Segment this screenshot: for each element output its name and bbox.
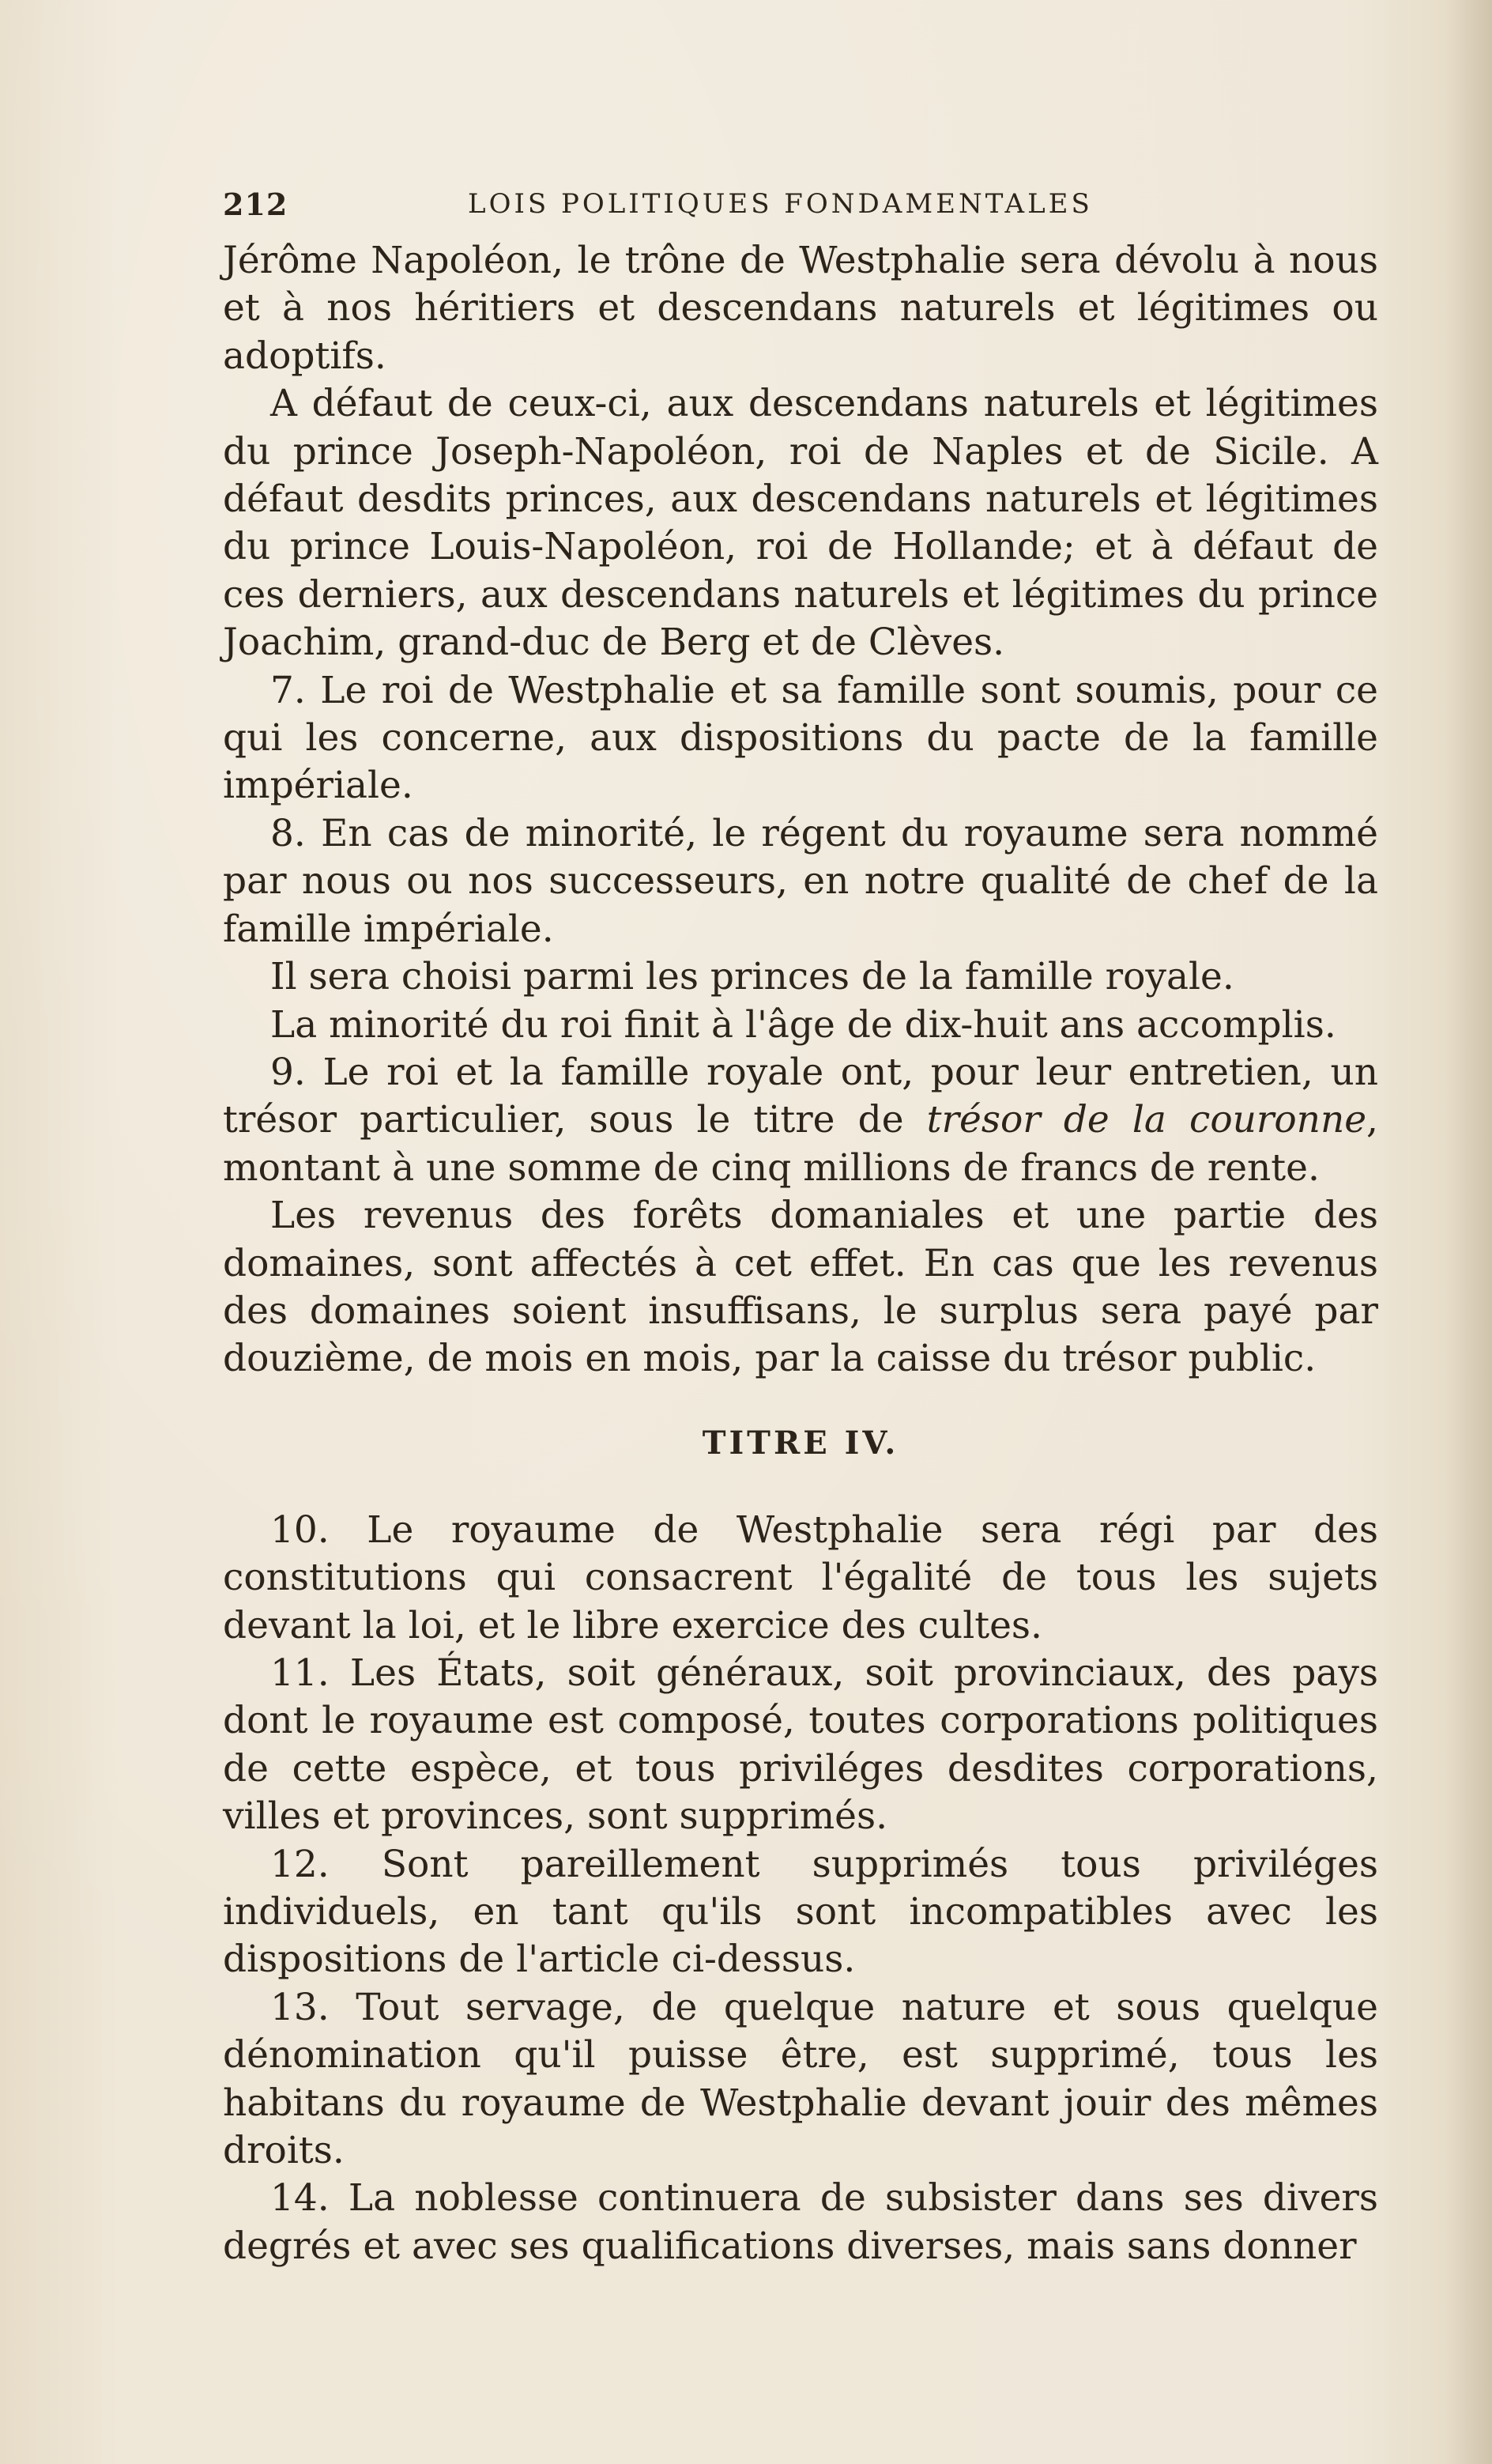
section-title: TITRE IV. <box>702 1424 899 1462</box>
paragraph-article-13: 13. Tout servage, de quelque nature et sous quelque dénomination qu'il puisse être, est supprimé, tous les habitans du royaume de Westphalie devant jouir des mêmes droits. <box>223 1985 1378 2173</box>
paragraph-article-9 <box>223 1049 1378 1192</box>
paragraph: Les revenus des forêts domaniales et une partie des domaines, sont affectés à cet effet. En cas que les revenus des domaines soient insuffisans, le surplus sera payé par douzième, de mois en mois, par la caisse du trésor public. <box>223 1194 1378 1381</box>
paragraph-article-11: 11. Les États, soit généraux, soit provinciaux, des pays dont le royaume est composé, toutes corporations politiques de cette espèce, et tous priviléges desdites corporations, villes et provinces, sont supprimés. <box>223 1651 1378 1839</box>
page-edge-shadow <box>1445 0 1492 2464</box>
paragraph-article-8: 8. En cas de minorité, le régent du royaume sera nommé par nous ou nos successeurs, en notre qualité de chef de la famille impériale. <box>223 811 1378 951</box>
body-text <box>223 237 1378 2270</box>
italic-term: trésor de la couronne <box>926 1098 1367 1142</box>
paragraph-text: , montant à une somme de cinq millions de francs de rente. <box>223 1098 1378 1190</box>
paragraph-article-7: 7. Le roi de Westphalie et sa famille sont soumis, pour ce qui les concerne, aux dispositions du pacte de la famille impériale. <box>223 668 1378 808</box>
paragraph-article-12: 12. Sont pareillement supprimés tous priviléges individuels, en tant qu'ils sont incompatibles avec les dispositions de l'article ci-dessus. <box>223 1842 1378 1982</box>
page-number: 212 <box>223 187 288 222</box>
running-title: LOIS POLITIQUES FONDAMENTALES <box>468 188 1093 220</box>
paragraph-text: 9. Le roi et la famille royale ont, pour leur entretien, un trésor particulier, sous le titre de <box>223 1050 1378 1142</box>
paragraph: A défaut de ceux-ci, aux descendans naturels et légitimes du prince Joseph-Napoléon, roi de Naples et de Sicile. A défaut desdits princes, aux descendans naturels et légitimes du prince Louis-Napoléon, roi de Hollande; et à défaut de ces derniers, aux descendans naturels et légitimes du prince Joachim, grand-duc de Berg et de Clèves. <box>223 382 1378 665</box>
paragraph: Jérôme Napoléon, le trône de Westphalie sera dévolu à nous et à nos héritiers et descendans naturels et légitimes ou adoptifs. <box>223 239 1378 378</box>
paragraph-article-10: 10. Le royaume de Westphalie sera régi par des constitutions qui consacrent l'égalité de tous les sujets devant la loi, et le libre exercice des cultes. <box>223 1507 1378 1647</box>
paragraph-article-14: 14. La noblesse continuera de subsister dans ses divers degrés et avec ses qualifications diverses, mais sans donner <box>223 2176 1378 2268</box>
paragraph: La minorité du roi finit à l'âge de dix-huit ans accomplis. <box>270 1002 1336 1047</box>
page-header <box>223 187 1378 234</box>
paragraph: Il sera choisi parmi les princes de la famille royale. <box>270 955 1234 999</box>
